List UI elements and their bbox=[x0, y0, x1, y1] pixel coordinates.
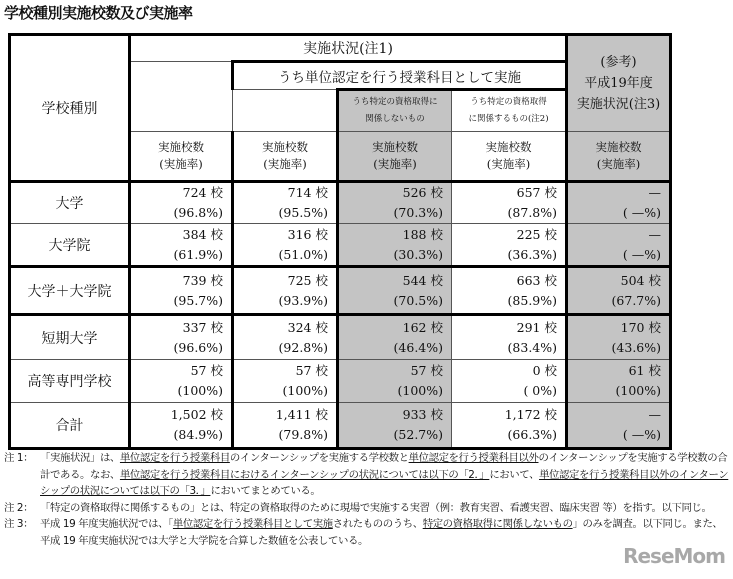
results-table bbox=[8, 33, 672, 450]
school-type-header: 学校種別 bbox=[10, 35, 130, 182]
column-label bbox=[567, 132, 671, 182]
rate-label: (実施率) bbox=[159, 157, 203, 171]
value-cell bbox=[567, 315, 671, 360]
value-cell bbox=[452, 360, 567, 403]
rate: (96.6%) bbox=[173, 339, 223, 355]
school-count: 384 校 bbox=[182, 226, 223, 242]
header-line: 関係しないもの bbox=[365, 114, 425, 124]
credit-header: うち単位認定を行う授業科目として実施 bbox=[233, 62, 567, 90]
page-title: 学校種別実施校数及び実施率 bbox=[4, 4, 193, 22]
school-count: 544 校 bbox=[402, 272, 443, 288]
footnotes bbox=[4, 450, 729, 549]
school-count: 57 校 bbox=[410, 363, 443, 378]
rate: (30.3%) bbox=[393, 246, 443, 262]
value-cell bbox=[233, 360, 338, 403]
value-cell bbox=[233, 182, 338, 224]
count-label: 実施校数 bbox=[485, 140, 532, 154]
header-line: うち特定の資格取得 bbox=[470, 97, 547, 107]
rate: ( —%) bbox=[622, 427, 661, 442]
status-header: 実施状況(注1) bbox=[130, 35, 567, 62]
footnote-label: 注 3： bbox=[4, 518, 34, 530]
rate: (92.8%) bbox=[278, 339, 328, 355]
value-cell bbox=[130, 267, 233, 315]
column-label bbox=[338, 132, 452, 182]
value-cell bbox=[452, 267, 567, 315]
rate: (93.9%) bbox=[278, 292, 328, 308]
footnote-text bbox=[40, 500, 729, 517]
reference-header bbox=[567, 35, 671, 132]
value-cell bbox=[338, 360, 452, 403]
footnote-segment: されたもののうち、 bbox=[332, 518, 423, 530]
table-row bbox=[10, 403, 671, 449]
value-cell bbox=[567, 360, 671, 403]
school-count: — bbox=[648, 185, 661, 200]
rate: (100%) bbox=[397, 383, 443, 398]
rate: ( —%) bbox=[622, 246, 661, 262]
footnote bbox=[4, 450, 729, 500]
value-cell bbox=[452, 315, 567, 360]
footnote-label: 注 1： bbox=[4, 452, 34, 464]
school-count: 61 校 bbox=[628, 363, 661, 378]
school-count: — bbox=[648, 407, 661, 422]
related-header bbox=[452, 90, 567, 132]
rate: (85.9%) bbox=[507, 292, 557, 308]
header-line: うち特定の資格取得に bbox=[352, 97, 438, 107]
school-type-cell: 大学 bbox=[10, 182, 130, 224]
rate: (100%) bbox=[615, 383, 661, 398]
value-cell bbox=[130, 182, 233, 224]
school-count: 725 校 bbox=[287, 272, 328, 288]
empty-cell bbox=[130, 62, 233, 132]
header-line: に関係するもの(注2) bbox=[468, 114, 549, 124]
reference-line: (参考) bbox=[600, 55, 637, 70]
column-label bbox=[452, 132, 567, 182]
footnote-segment: のインターンシップを実施する学校数と bbox=[229, 452, 409, 464]
school-count: 663 校 bbox=[516, 272, 557, 288]
reference-line: 平成19年度 bbox=[584, 76, 653, 91]
table-row bbox=[10, 360, 671, 403]
footnote-text bbox=[40, 450, 729, 500]
not-related-header bbox=[338, 90, 452, 132]
footnote bbox=[4, 516, 729, 549]
school-type-cell: 大学＋大学院 bbox=[10, 267, 130, 315]
footnote-segment: のインターンシップを実施する学校数の合計である。なお、 bbox=[40, 452, 728, 481]
footnote-segment: 単位認定を行う授業科目として実施 bbox=[172, 518, 333, 530]
school-count: 57 校 bbox=[190, 363, 223, 378]
rate: (100%) bbox=[177, 383, 223, 398]
school-count: 714 校 bbox=[287, 185, 328, 200]
table-row bbox=[10, 315, 671, 360]
school-count: 1,172 校 bbox=[504, 407, 557, 422]
school-count: 724 校 bbox=[182, 185, 223, 200]
footnote-segment: 単位認定を行う授業科目以外のインターンシップの状況については以下の「3．」 bbox=[40, 468, 729, 497]
count-label: 実施校数 bbox=[158, 140, 204, 154]
school-type-cell: 短期大学 bbox=[10, 315, 130, 360]
school-count: 1,411 校 bbox=[275, 407, 328, 422]
rate: (61.9%) bbox=[173, 246, 223, 262]
school-count: 170 校 bbox=[620, 319, 661, 335]
value-cell bbox=[233, 315, 338, 360]
school-count: — bbox=[648, 226, 661, 242]
school-count: 526 校 bbox=[402, 185, 443, 200]
value-cell bbox=[338, 182, 452, 224]
rate: ( 0%) bbox=[523, 383, 557, 398]
value-cell bbox=[233, 224, 338, 267]
footnote bbox=[4, 500, 729, 517]
value-cell bbox=[338, 403, 452, 449]
rate: (52.7%) bbox=[393, 427, 443, 442]
count-label: 実施校数 bbox=[262, 140, 308, 154]
rate-label: (実施率) bbox=[263, 157, 307, 171]
rate: (95.7%) bbox=[173, 292, 223, 308]
school-count: 225 校 bbox=[516, 226, 557, 242]
value-cell bbox=[233, 267, 338, 315]
value-cell bbox=[452, 224, 567, 267]
value-cell bbox=[338, 267, 452, 315]
count-label: 実施校数 bbox=[595, 140, 642, 154]
value-cell bbox=[567, 182, 671, 224]
school-count: 0 校 bbox=[532, 363, 557, 378]
value-cell bbox=[567, 224, 671, 267]
count-label: 実施校数 bbox=[372, 140, 418, 154]
rate: (43.6%) bbox=[611, 339, 661, 355]
school-type-cell: 大学院 bbox=[10, 224, 130, 267]
rate: (96.8%) bbox=[173, 205, 223, 220]
school-type-cell: 合計 bbox=[10, 403, 130, 449]
resemom-logo: ReseMom bbox=[623, 544, 725, 568]
rate-label: (実施率) bbox=[373, 157, 417, 171]
rate: (51.0%) bbox=[278, 246, 328, 262]
value-cell bbox=[338, 224, 452, 267]
school-count: 162 校 bbox=[402, 319, 443, 335]
value-cell bbox=[130, 315, 233, 360]
footnote-segment: 「実施状況」は、 bbox=[40, 452, 120, 464]
footnote-segment: において、 bbox=[489, 468, 540, 481]
school-count: 57 校 bbox=[295, 363, 328, 378]
footnote-segment: 単位認定を行う授業科目 bbox=[119, 452, 230, 464]
footnote-segment: 単位認定を行う授業科目以外 bbox=[408, 452, 539, 464]
footnote-segment: 特定の資格取得に関係しないもの bbox=[422, 518, 573, 530]
rate: (66.3%) bbox=[507, 427, 557, 442]
table-row bbox=[10, 224, 671, 267]
rate: ( —%) bbox=[622, 205, 661, 220]
school-count: 316 校 bbox=[287, 226, 328, 242]
rate: (70.3%) bbox=[393, 205, 443, 220]
footnote-segment: 「特定の資格取得に関係するもの」とは、特定の資格取得のために現場で実施する実習（例：教育実習、看護実習、臨床実習 等）を指す。以下同じ。 bbox=[40, 501, 712, 514]
rate: (83.4%) bbox=[507, 339, 557, 355]
value-cell bbox=[567, 403, 671, 449]
column-label bbox=[130, 132, 233, 182]
rate: (87.8%) bbox=[507, 205, 557, 220]
rate: (79.8%) bbox=[278, 427, 328, 442]
school-count: 1,502 校 bbox=[170, 407, 223, 422]
rate-label: (実施率) bbox=[596, 157, 641, 171]
value-cell bbox=[452, 182, 567, 224]
value-cell bbox=[338, 315, 452, 360]
rate: (95.5%) bbox=[278, 205, 328, 220]
footnote-segment: 」のみを調査。以下同じ。また、平成 19 年度実施状況では大学と大学院を合算した数値を公表している。 bbox=[40, 518, 723, 547]
footnote-segment: においてまとめている。 bbox=[210, 485, 321, 497]
table-row bbox=[10, 182, 671, 224]
school-count: 324 校 bbox=[287, 319, 328, 335]
value-cell bbox=[233, 403, 338, 449]
rate: (84.9%) bbox=[173, 427, 223, 442]
empty-cell bbox=[233, 90, 338, 132]
reference-line: 実施状況(注3) bbox=[576, 97, 661, 112]
school-type-cell: 高等専門学校 bbox=[10, 360, 130, 403]
school-count: 337 校 bbox=[182, 319, 223, 335]
footnote-segment: 平成 19 年度実施状況では、「 bbox=[40, 518, 173, 530]
school-count: 739 校 bbox=[182, 272, 223, 288]
value-cell bbox=[452, 403, 567, 449]
column-label bbox=[233, 132, 338, 182]
rate: (67.7%) bbox=[611, 292, 661, 308]
school-count: 933 校 bbox=[402, 407, 443, 422]
rate: (70.5%) bbox=[393, 292, 443, 308]
value-cell bbox=[130, 403, 233, 449]
value-cell bbox=[130, 224, 233, 267]
rate: (36.3%) bbox=[507, 246, 557, 262]
value-cell bbox=[130, 360, 233, 403]
school-count: 291 校 bbox=[516, 319, 557, 335]
rate-label: (実施率) bbox=[486, 157, 531, 171]
school-count: 504 校 bbox=[620, 272, 661, 288]
rate: (100%) bbox=[282, 383, 328, 398]
footnote-label: 注 2： bbox=[4, 501, 34, 514]
school-count: 188 校 bbox=[402, 226, 443, 242]
value-cell bbox=[567, 267, 671, 315]
footnote-segment: 単位認定を行う授業科目におけるインターンシップの状況については以下の「2．」 bbox=[119, 468, 490, 481]
table-row bbox=[10, 267, 671, 315]
school-count: 657 校 bbox=[516, 185, 557, 200]
rate: (46.4%) bbox=[393, 339, 443, 355]
